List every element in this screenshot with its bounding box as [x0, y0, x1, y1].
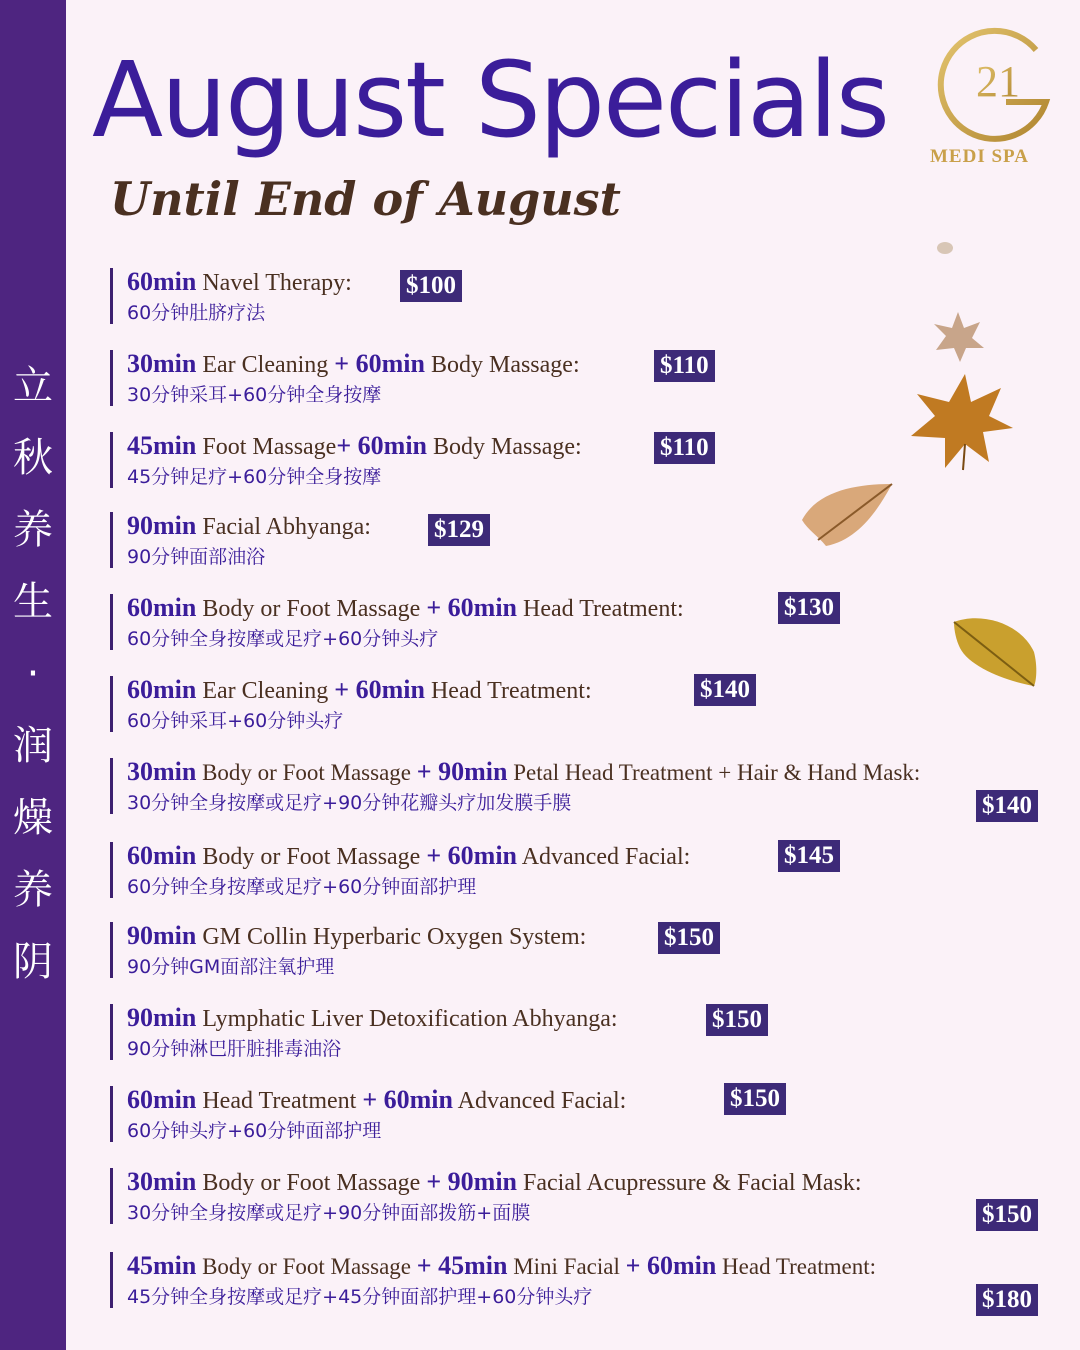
- item-title: 90min GM Collin Hyperbaric Oxygen System:: [127, 921, 587, 950]
- item-chinese: 60分钟全身按摩或足疗+60分钟面部护理: [127, 876, 477, 898]
- slogan-char: 燥: [13, 795, 53, 841]
- special-item: [110, 1252, 876, 1308]
- price-badge: $110: [654, 350, 715, 382]
- price-badge: $100: [400, 270, 462, 302]
- leaf-icon: [950, 612, 1040, 688]
- item-chinese: 60分钟头疗+60分钟面部护理: [127, 1120, 382, 1142]
- leaf-icon: [936, 240, 954, 256]
- sidebar-slogan: [0, 350, 66, 998]
- price-badge: $150: [706, 1004, 768, 1036]
- svg-text:21: 21: [976, 57, 1020, 106]
- slogan-char: 立: [13, 363, 53, 409]
- leaf-icon: [798, 480, 896, 550]
- special-item: [110, 1086, 626, 1142]
- sidebar-band: [0, 0, 66, 1350]
- slogan-char: 润: [13, 723, 53, 769]
- slogan-char: 秋: [13, 435, 53, 481]
- special-item: [110, 268, 352, 324]
- special-item: [110, 842, 690, 898]
- special-item: [110, 432, 582, 488]
- item-chinese: 90分钟GM面部注氧护理: [127, 956, 335, 978]
- price-badge: $150: [724, 1083, 786, 1115]
- special-item: [110, 676, 592, 732]
- page-title: August Specials: [92, 39, 888, 161]
- special-item: [110, 512, 371, 568]
- special-item: [110, 350, 580, 406]
- slogan-char: ·: [26, 651, 40, 697]
- special-item: [110, 758, 920, 814]
- price-badge: $129: [428, 514, 490, 546]
- logo-text: MEDI SPA: [930, 146, 1029, 167]
- price-badge: $130: [778, 592, 840, 624]
- item-title: 60min Ear Cleaning + 60min Head Treatment:: [127, 675, 592, 704]
- item-chinese: 30分钟全身按摩或足疗+90分钟面部拨筋+面膜: [127, 1202, 531, 1224]
- slogan-char: 养: [13, 867, 53, 913]
- item-title: 45min Body or Foot Massage + 45min Mini Facial + 60min Head Treatment:: [127, 1251, 876, 1280]
- item-title: 60min Navel Therapy:: [127, 267, 352, 296]
- special-item: [110, 594, 684, 650]
- item-chinese: 60分钟肚脐疗法: [127, 302, 266, 324]
- item-title: 90min Lymphatic Liver Detoxification Abhyanga:: [127, 1003, 618, 1032]
- item-chinese: 60分钟采耳+60分钟头疗: [127, 710, 344, 732]
- item-chinese: 45分钟全身按摩或足疗+45分钟面部护理+60分钟头疗: [127, 1286, 593, 1308]
- leaf-icon: [905, 372, 1015, 472]
- price-badge: $180: [976, 1284, 1038, 1316]
- price-badge: $140: [976, 790, 1038, 822]
- item-title: 60min Body or Foot Massage + 60min Head Treatment:: [127, 593, 684, 622]
- price-badge: $150: [976, 1199, 1038, 1231]
- special-item: [110, 1168, 862, 1224]
- price-badge: $150: [658, 922, 720, 954]
- item-chinese: 30分钟全身按摩或足疗+90分钟花瓣头疗加发膜手膜: [127, 792, 572, 814]
- item-title: 45min Foot Massage+ 60min Body Massage:: [127, 431, 582, 460]
- item-title: 60min Head Treatment + 60min Advanced Facial:: [127, 1085, 627, 1114]
- page-subtitle: Until End of August: [110, 172, 621, 226]
- special-item: [110, 1004, 618, 1060]
- price-badge: $145: [778, 840, 840, 872]
- item-title: 30min Body or Foot Massage + 90min Facial Acupressure & Facial Mask:: [127, 1167, 862, 1196]
- price-badge: $110: [654, 432, 715, 464]
- item-chinese: 90分钟淋巴肝脏排毒油浴: [127, 1038, 342, 1060]
- item-chinese: 90分钟面部油浴: [127, 546, 266, 568]
- slogan-char: 阴: [13, 939, 53, 985]
- item-title: 60min Body or Foot Massage + 60min Advanced Facial:: [127, 841, 691, 870]
- item-chinese: 30分钟采耳+60分钟全身按摩: [127, 384, 382, 406]
- slogan-char: 养: [13, 507, 53, 553]
- leaf-icon: [930, 310, 986, 364]
- price-badge: $140: [694, 674, 756, 706]
- slogan-char: 生: [13, 579, 53, 625]
- item-title: 30min Body or Foot Massage + 90min Petal Head Treatment + Hair & Hand Mask:: [127, 757, 921, 786]
- item-chinese: 60分钟全身按摩或足疗+60分钟头疗: [127, 628, 439, 650]
- item-title: 30min Ear Cleaning + 60min Body Massage:: [127, 349, 580, 378]
- item-chinese: 45分钟足疗+60分钟全身按摩: [127, 466, 382, 488]
- special-item: [110, 922, 586, 978]
- item-title: 90min Facial Abhyanga:: [127, 511, 371, 540]
